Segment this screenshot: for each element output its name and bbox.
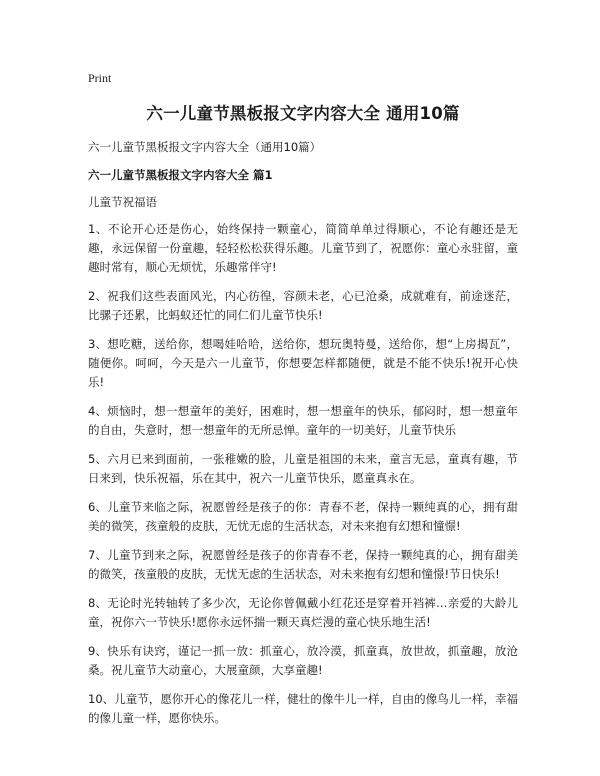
paragraph-5: 5、六月已来到面前，一张稚嫩的脸，儿童是祖国的未来，童言无忌，童真有趣，节日来到，快乐祝福，乐在其中，祝六一儿童节快乐，愿童真永在。: [88, 452, 518, 485]
document-subtitle: 六一儿童节黑板报文字内容大全（通用10篇）: [88, 140, 322, 154]
paragraph-6: 6、儿童节来临之际，祝愿曾经是孩子的你：青春不老，保持一颗纯真的心，拥有甜美的微笑，孩童般的皮肤，无忧无虑的生活状态，对未来抱有幻想和憧憬!: [88, 500, 518, 533]
paragraph-10: 10、儿童节，愿你开心的像花儿一样，健壮的像牛儿一样，自由的像鸟儿一样，幸福的像儿童一样，愿你快乐。: [88, 692, 518, 725]
intro-text: 儿童节祝福语: [88, 195, 157, 209]
paragraph-2: 2、祝我们这些表面风光，内心彷徨，容颜未老，心已沧桑，成就难有，前途迷茫，比骡子还累，比蚂蚁还忙的同仁们儿童节快乐!: [88, 289, 518, 322]
paragraph-7: 7、儿童节到来之际，祝愿曾经是孩子的你青春不老，保持一颗纯真的心，拥有甜美的微笑，孩童般的皮肤，无忧无虑的生活状态，对未来抱有幻想和憧憬!节日快乐!: [88, 548, 518, 581]
document-page: [88, 70, 518, 738]
paragraph-3: 3、想吃糖，送给你，想喝娃哈哈，送给你，想玩奥特曼，送给你，想“上房揭瓦”，随便你。呵呵，今天是六一儿童节，你想要怎样都随便，就是不能不快乐!祝开心快乐!: [88, 337, 518, 389]
section-heading: 六一儿童节黑板报文字内容大全 篇1: [88, 168, 273, 182]
paragraph-8: 8、无论时光转轴转了多少次，无论你曾佩戴小红花还是穿着开裆裤…亲爱的大龄儿童，祝你六一节快乐!愿你永远怀揣一颗天真烂漫的童心快乐地生活!: [88, 596, 518, 629]
paragraph-1: 1、不论开心还是伤心，始终保持一颗童心，简简单单过得顺心，不论有趣还是无趣，永远保留一份童趣，轻轻松松获得乐趣。儿童节到了，祝愿你：童心永驻留，童趣时常有，顺心无烦忧，乐趣常伴守!: [88, 222, 518, 274]
paragraph-9: 9、快乐有诀窍，谨记一抓一放：抓童心，放冷漠，抓童真，放世故，抓童趣，放沧桑。祝儿童节大动童心，大展童颜，大享童趣!: [88, 644, 518, 677]
document-title: 六一儿童节黑板报文字内容大全 通用10篇: [146, 104, 460, 123]
paragraph-4: 4、烦恼时，想一想童年的美好，困难时，想一想童年的快乐，郁闷时，想一想童年的自由，失意时，想一想童年的无所忌惮。童年的一切美好，儿童节快乐: [88, 404, 518, 437]
print-label: Print: [88, 71, 112, 85]
